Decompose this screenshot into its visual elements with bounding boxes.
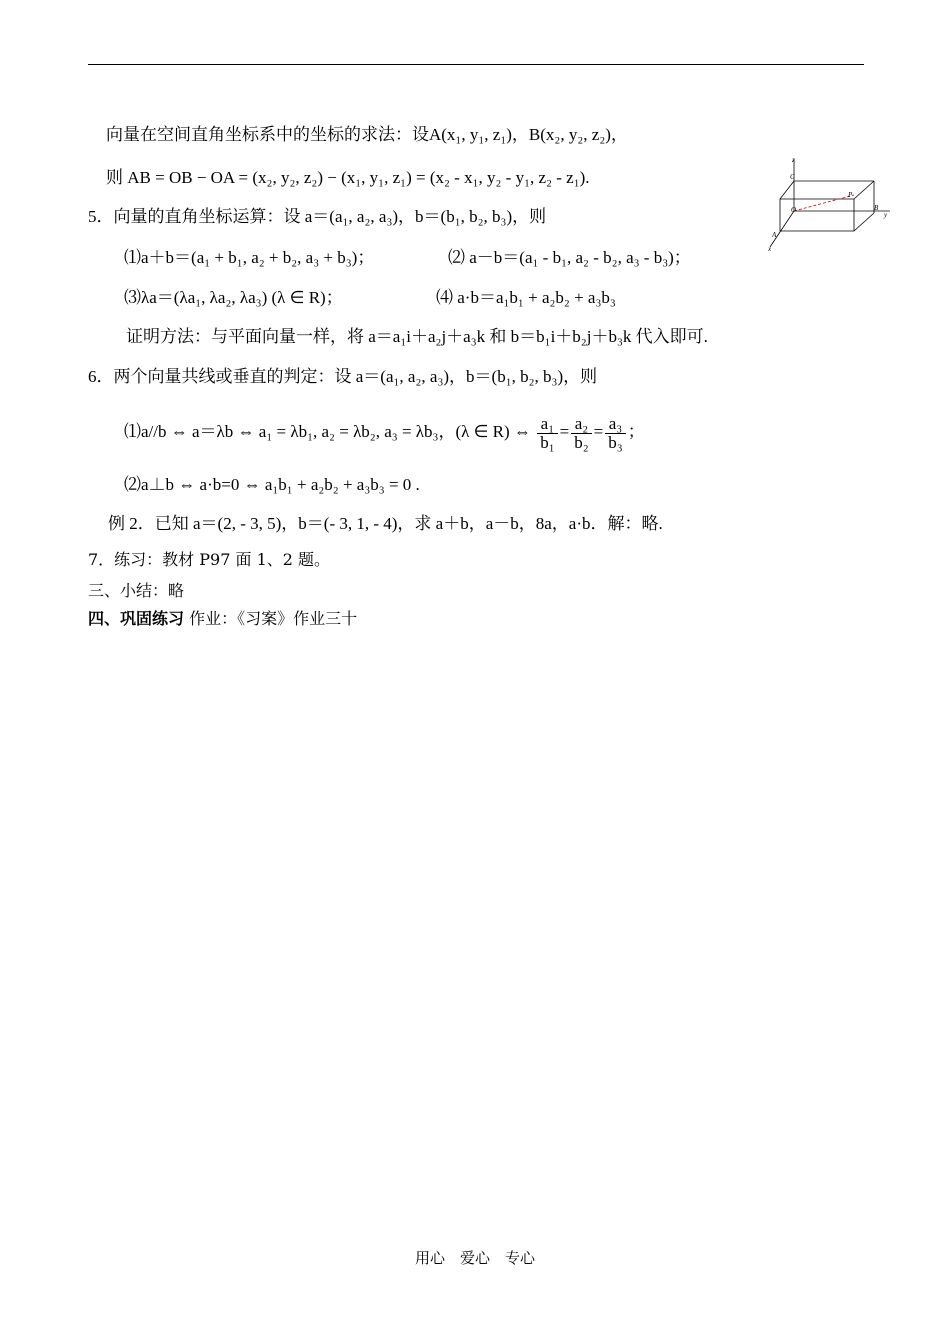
fig-label-o: O bbox=[791, 206, 797, 214]
fraction-1: $\frac{\text{a₁}}{\text{b₁}}$ bbox=[537, 415, 557, 452]
rule-scalar: ⑶λa＝(λa₁, λa₂, λa₃) (λ ∈ R)； bbox=[124, 288, 343, 307]
perpendicular-rule: ⑵a⊥b ⇔ a·b=0 ⇔ a₁b₁ + a₂b₂ + a₃b₃ = 0 . bbox=[124, 475, 420, 494]
homework-text: 作业：《习案》作业三十 bbox=[189, 609, 358, 628]
ab-formula-line: 则 AB = OB − OA = (x₂, y₂, z₂) − (x₁, y₁, z₁) = (x₂ - x₁, y₂ - y₁, z₂ - z₁). bbox=[106, 168, 590, 187]
consolidation-heading: 四、巩固练习 bbox=[88, 609, 185, 628]
rule-dot: ⑷ a·b＝a₁b₁ + a₂b₂ + a₃b₃ bbox=[436, 288, 616, 307]
fraction-3: $\frac{\text{a₃}}{\text{b₃}}$ bbox=[605, 415, 625, 452]
fig-label-b: B bbox=[874, 204, 879, 212]
parallel-rule-end: ； bbox=[627, 422, 645, 441]
page-footer: 用心 爱心 专心 bbox=[414, 1249, 535, 1267]
example-2-line: 例 2．已知 a＝(2, - 3, 5)，b＝(- 3, 1, - 4)，求 a＋b，a－b，8a，a·b．解：略. bbox=[108, 514, 663, 533]
fraction-2: $\frac{\text{a₂}}{\text{b₂}}$ bbox=[571, 415, 591, 452]
fig-label-p: P bbox=[848, 191, 853, 199]
fig-label-a: A bbox=[772, 231, 777, 239]
section-5-heading: 5．向量的直角坐标运算：设 a＝(a₁, a₂, a₃)，b＝(b₁, b₂, b₃)，则 bbox=[88, 207, 547, 226]
header-rule bbox=[88, 64, 864, 65]
consolidation-line bbox=[88, 609, 357, 629]
exercise-line: 7．练习：教材 P97 面 1、2 题。 bbox=[88, 550, 331, 569]
coordinate-method-line: 向量在空间直角坐标系中的坐标的求法：设A(x₁, y₁, z₁)，B(x₂, y₂, z₂)， bbox=[106, 125, 628, 144]
fig-label-c: C bbox=[790, 173, 795, 181]
parallel-rule: ⑴a//b ⇔ a＝λb ⇔ a₁ = λb₁, a₂ = λb₂, a₃ = λb₃，(λ ∈ R) ⇔ $\frac{\text{a₁}}{\text{b₁}}$ = $\frac{\text{a₂}}{\text{b₂}}$ = $\frac{\text{a₃}}{\text{b₃}}$ ； bbox=[124, 413, 645, 452]
coordinate-box-figure bbox=[762, 155, 894, 255]
summary-line: 三、小结：略 bbox=[88, 581, 185, 600]
parallel-rule-text: ⑴a//b ⇔ a＝λb ⇔ a₁ = λb₁, a₂ = λb₂, a₃ = λb₃，(λ ∈ R) ⇔ bbox=[124, 422, 531, 441]
fig-label-x: x bbox=[768, 245, 772, 253]
fig-label-z: z bbox=[792, 156, 795, 164]
fig-label-y: y bbox=[884, 211, 888, 219]
rule-add: ⑴a＋b＝(a₁ + b₁, a₂ + b₂, a₃ + b₃)； bbox=[124, 248, 375, 267]
rule-subtract: ⑵ a－b＝(a₁ - b₁, a₂ - b₂, a₃ - b₃)； bbox=[448, 248, 691, 267]
section-6-heading: 6．两个向量共线或垂直的判定：设 a＝(a₁, a₂, a₃)，b＝(b₁, b₂, b₃)，则 bbox=[88, 367, 598, 386]
proof-method-line: 证明方法：与平面向量一样，将 a＝a₁i＋a₂j＋a₃k 和 b＝b₁i＋b₂j＋b₃k 代入即可. bbox=[126, 327, 708, 346]
